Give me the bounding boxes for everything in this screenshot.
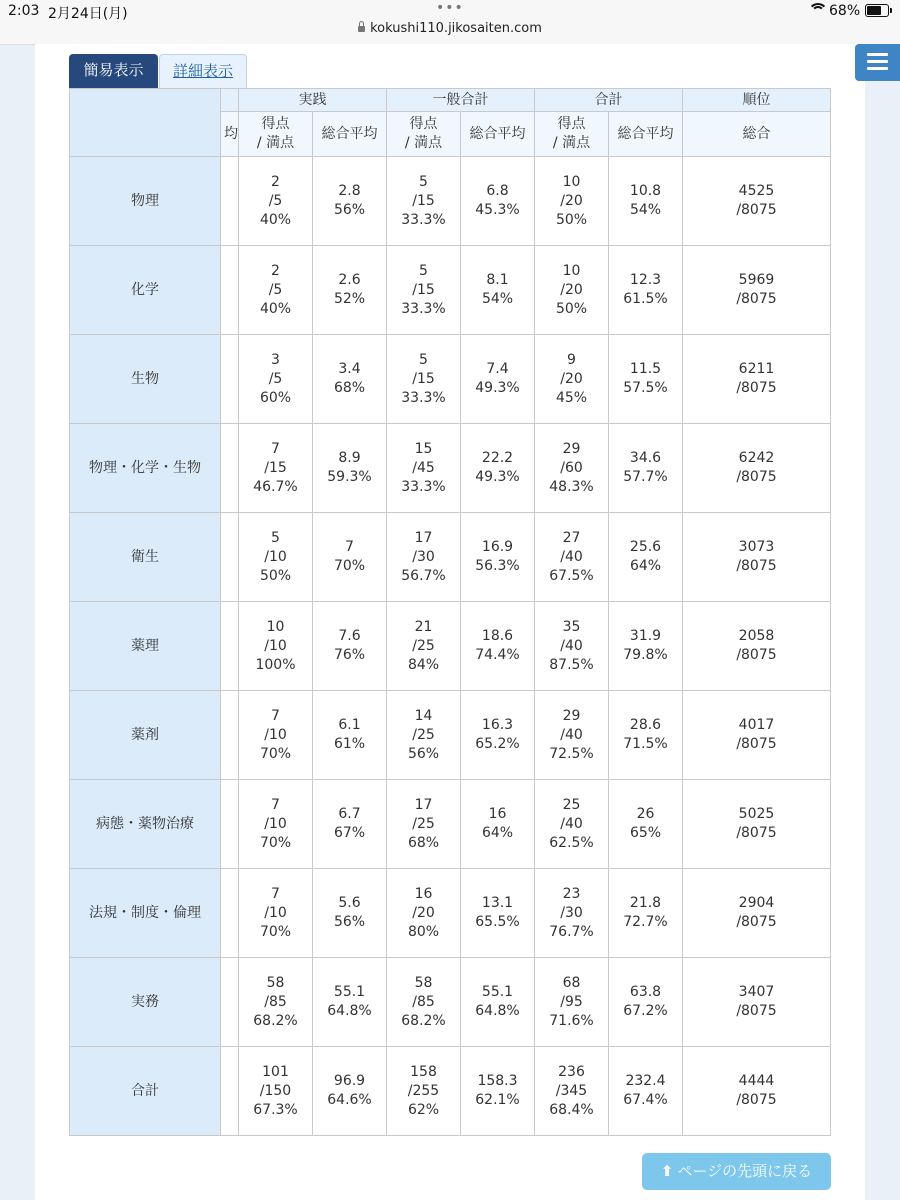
group-header-jissen: 実践 bbox=[239, 89, 387, 112]
total-average-cell: 12.3 61.5% bbox=[609, 246, 683, 335]
partial-column-cell bbox=[221, 958, 239, 1047]
general-average-cell: 16 64% bbox=[461, 780, 535, 869]
table-row bbox=[70, 691, 831, 780]
total-score-cell: 236 /345 68.4% bbox=[535, 1047, 609, 1136]
jissen-score-cell: 58 /85 68.2% bbox=[239, 958, 313, 1047]
subheader-average: 総合平均 bbox=[313, 112, 387, 157]
total-score-cell: 29 /40 72.5% bbox=[535, 691, 609, 780]
back-to-top-label: ページの先頭に戻る bbox=[677, 1162, 813, 1180]
table-row bbox=[70, 424, 831, 513]
subject-cell: 合計 bbox=[70, 1047, 221, 1136]
subject-cell: 化学 bbox=[70, 246, 221, 335]
rank-cell: 3407 /8075 bbox=[683, 958, 831, 1047]
general-score-cell: 5 /15 33.3% bbox=[387, 246, 461, 335]
general-score-cell: 58 /85 68.2% bbox=[387, 958, 461, 1047]
general-average-cell: 16.3 65.2% bbox=[461, 691, 535, 780]
subject-header-cell bbox=[70, 89, 221, 157]
subject-cell: 衛生 bbox=[70, 513, 221, 602]
partial-column-cell bbox=[221, 246, 239, 335]
jissen-score-cell: 7 /10 70% bbox=[239, 691, 313, 780]
partial-column-cell bbox=[221, 602, 239, 691]
rank-cell: 3073 /8075 bbox=[683, 513, 831, 602]
subject-cell: 実務 bbox=[70, 958, 221, 1047]
hamburger-icon bbox=[867, 53, 888, 56]
total-score-cell: 29 /60 48.3% bbox=[535, 424, 609, 513]
total-score-cell: 68 /95 71.6% bbox=[535, 958, 609, 1047]
partial-column-cell bbox=[221, 335, 239, 424]
jissen-average-cell: 55.1 64.8% bbox=[313, 958, 387, 1047]
general-score-cell: 5 /15 33.3% bbox=[387, 157, 461, 246]
subheader-average: 総合平均 bbox=[461, 112, 535, 157]
rank-cell: 5025 /8075 bbox=[683, 780, 831, 869]
multitasking-dots-icon[interactable]: ••• bbox=[436, 0, 464, 16]
battery-icon bbox=[865, 4, 889, 17]
rank-cell: 5969 /8075 bbox=[683, 246, 831, 335]
partial-column-cell bbox=[221, 780, 239, 869]
jissen-average-cell: 5.6 56% bbox=[313, 869, 387, 958]
total-score-cell: 23 /30 76.7% bbox=[535, 869, 609, 958]
arrow-up-icon: ⬆ bbox=[660, 1162, 674, 1180]
score-table bbox=[69, 88, 831, 1136]
total-average-cell: 34.6 57.7% bbox=[609, 424, 683, 513]
total-average-cell: 21.8 72.7% bbox=[609, 869, 683, 958]
jissen-score-cell: 7 /15 46.7% bbox=[239, 424, 313, 513]
rank-cell: 6242 /8075 bbox=[683, 424, 831, 513]
subheader-score: 得点 / 満点 bbox=[239, 112, 313, 157]
address-bar[interactable] bbox=[0, 21, 900, 36]
jissen-score-cell: 10 /10 100% bbox=[239, 602, 313, 691]
rank-cell: 2904 /8075 bbox=[683, 869, 831, 958]
partial-column-cell bbox=[221, 424, 239, 513]
total-average-cell: 26 65% bbox=[609, 780, 683, 869]
subheader-score: 得点 / 満点 bbox=[387, 112, 461, 157]
general-average-cell: 55.1 64.8% bbox=[461, 958, 535, 1047]
general-score-cell: 17 /25 68% bbox=[387, 780, 461, 869]
general-score-cell: 17 /30 56.7% bbox=[387, 513, 461, 602]
total-average-cell: 28.6 71.5% bbox=[609, 691, 683, 780]
jissen-average-cell: 2.6 52% bbox=[313, 246, 387, 335]
jissen-average-cell: 7.6 76% bbox=[313, 602, 387, 691]
jissen-score-cell: 101 /150 67.3% bbox=[239, 1047, 313, 1136]
table-row bbox=[70, 513, 831, 602]
partial-column-cell bbox=[221, 691, 239, 780]
lock-icon bbox=[358, 26, 365, 32]
jissen-average-cell: 6.1 61% bbox=[313, 691, 387, 780]
table-row bbox=[70, 335, 831, 424]
menu-button[interactable] bbox=[855, 44, 900, 81]
total-average-cell: 31.9 79.8% bbox=[609, 602, 683, 691]
general-average-cell: 18.6 74.4% bbox=[461, 602, 535, 691]
back-to-top-button[interactable] bbox=[642, 1153, 831, 1190]
jissen-average-cell: 8.9 59.3% bbox=[313, 424, 387, 513]
subheader-score: 得点 / 満点 bbox=[535, 112, 609, 157]
tab-simple-view[interactable]: 簡易表示 bbox=[69, 54, 158, 88]
battery-percentage: 68% bbox=[829, 3, 861, 19]
subject-cell: 薬剤 bbox=[70, 691, 221, 780]
total-score-cell: 27 /40 67.5% bbox=[535, 513, 609, 602]
subject-cell: 病態・薬物治療 bbox=[70, 780, 221, 869]
total-score-cell: 25 /40 62.5% bbox=[535, 780, 609, 869]
table-row bbox=[70, 780, 831, 869]
wifi-icon bbox=[810, 3, 826, 15]
table-row bbox=[70, 958, 831, 1047]
table-row bbox=[70, 157, 831, 246]
total-score-cell: 10 /20 50% bbox=[535, 246, 609, 335]
jissen-score-cell: 3 /5 60% bbox=[239, 335, 313, 424]
partial-column-cell bbox=[221, 869, 239, 958]
group-header-total: 合計 bbox=[535, 89, 683, 112]
general-score-cell: 14 /25 56% bbox=[387, 691, 461, 780]
group-header-general-total: 一般合計 bbox=[387, 89, 535, 112]
general-score-cell: 21 /25 84% bbox=[387, 602, 461, 691]
jissen-score-cell: 5 /10 50% bbox=[239, 513, 313, 602]
general-score-cell: 15 /45 33.3% bbox=[387, 424, 461, 513]
rank-cell: 4525 /8075 bbox=[683, 157, 831, 246]
general-score-cell: 16 /20 80% bbox=[387, 869, 461, 958]
general-average-cell: 22.2 49.3% bbox=[461, 424, 535, 513]
total-score-cell: 9 /20 45% bbox=[535, 335, 609, 424]
subheader-average: 総合平均 bbox=[609, 112, 683, 157]
table-row bbox=[70, 246, 831, 335]
table-row bbox=[70, 869, 831, 958]
subheader-rank: 総合 bbox=[683, 112, 831, 157]
general-average-cell: 158.3 62.1% bbox=[461, 1047, 535, 1136]
partial-column-cell bbox=[221, 1047, 239, 1136]
rank-cell: 4444 /8075 bbox=[683, 1047, 831, 1136]
general-score-cell: 5 /15 33.3% bbox=[387, 335, 461, 424]
jissen-score-cell: 2 /5 40% bbox=[239, 246, 313, 335]
partial-subheader: 均 bbox=[221, 112, 239, 157]
date: 2月24日(月) bbox=[48, 6, 128, 22]
status-bar bbox=[0, 0, 900, 45]
total-average-cell: 25.6 64% bbox=[609, 513, 683, 602]
subject-cell: 薬理 bbox=[70, 602, 221, 691]
subject-cell: 法規・制度・倫理 bbox=[70, 869, 221, 958]
group-header-rank: 順位 bbox=[683, 89, 831, 112]
general-average-cell: 13.1 65.5% bbox=[461, 869, 535, 958]
partial-column-cell bbox=[221, 157, 239, 246]
url-text: kokushi110.jikosaiten.com bbox=[370, 21, 542, 36]
general-score-cell: 158 /255 62% bbox=[387, 1047, 461, 1136]
subject-cell: 物理 bbox=[70, 157, 221, 246]
rank-cell: 6211 /8075 bbox=[683, 335, 831, 424]
total-average-cell: 232.4 67.4% bbox=[609, 1047, 683, 1136]
total-score-cell: 35 /40 87.5% bbox=[535, 602, 609, 691]
total-score-cell: 10 /20 50% bbox=[535, 157, 609, 246]
jissen-score-cell: 7 /10 70% bbox=[239, 869, 313, 958]
total-average-cell: 11.5 57.5% bbox=[609, 335, 683, 424]
jissen-score-cell: 2 /5 40% bbox=[239, 157, 313, 246]
general-average-cell: 7.4 49.3% bbox=[461, 335, 535, 424]
jissen-average-cell: 3.4 68% bbox=[313, 335, 387, 424]
table-row bbox=[70, 602, 831, 691]
general-average-cell: 16.9 56.3% bbox=[461, 513, 535, 602]
subject-cell: 物理・化学・生物 bbox=[70, 424, 221, 513]
general-average-cell: 6.8 45.3% bbox=[461, 157, 535, 246]
table-row bbox=[70, 1047, 831, 1136]
rank-cell: 4017 /8075 bbox=[683, 691, 831, 780]
total-average-cell: 10.8 54% bbox=[609, 157, 683, 246]
general-average-cell: 8.1 54% bbox=[461, 246, 535, 335]
clock: 2:03 bbox=[8, 3, 40, 19]
jissen-average-cell: 2.8 56% bbox=[313, 157, 387, 246]
jissen-average-cell: 96.9 64.6% bbox=[313, 1047, 387, 1136]
partial-column-header bbox=[221, 89, 239, 112]
subject-cell: 生物 bbox=[70, 335, 221, 424]
tab-detail-view[interactable]: 詳細表示 bbox=[159, 54, 247, 88]
jissen-average-cell: 7 70% bbox=[313, 513, 387, 602]
rank-cell: 2058 /8075 bbox=[683, 602, 831, 691]
total-average-cell: 63.8 67.2% bbox=[609, 958, 683, 1047]
jissen-average-cell: 6.7 67% bbox=[313, 780, 387, 869]
jissen-score-cell: 7 /10 70% bbox=[239, 780, 313, 869]
partial-column-cell bbox=[221, 513, 239, 602]
